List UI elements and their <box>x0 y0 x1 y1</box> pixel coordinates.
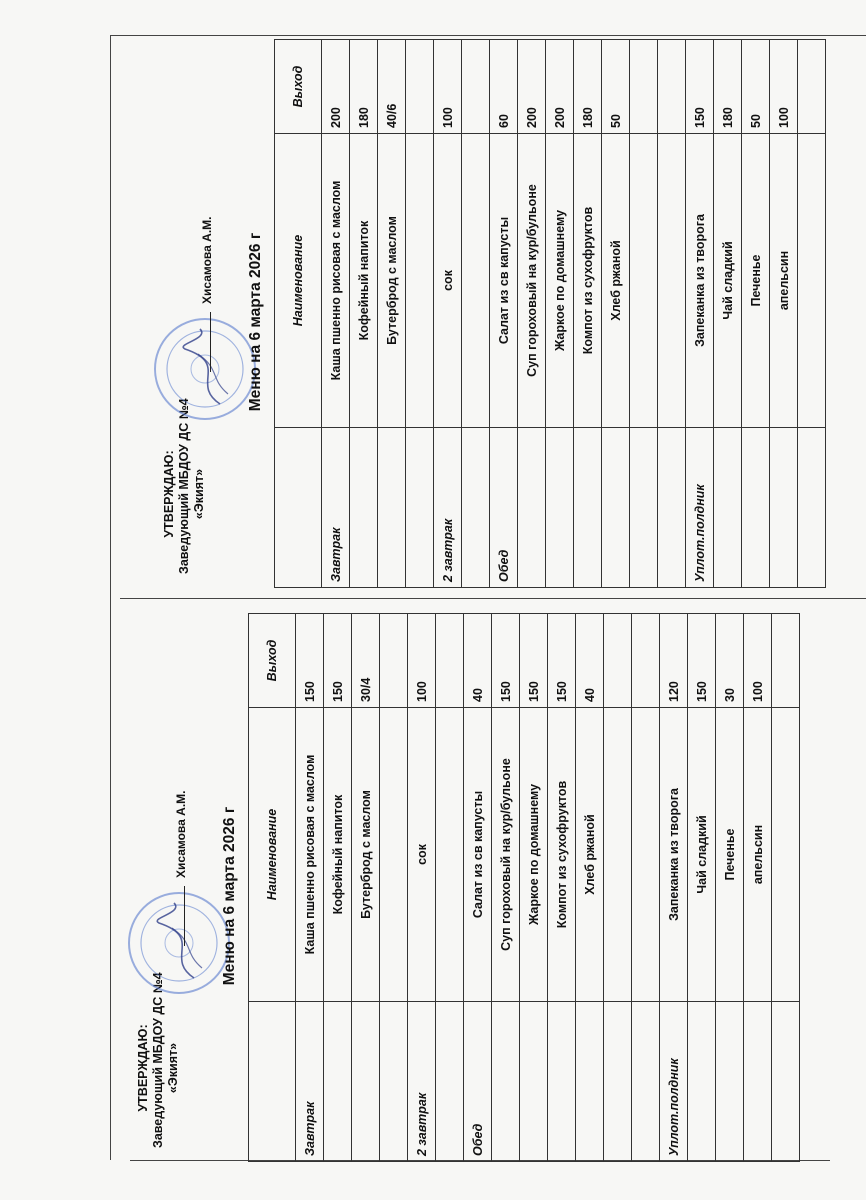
meal-cell <box>518 428 546 588</box>
stamp-seal-icon <box>124 888 234 998</box>
dish-cell: Чай сладкий <box>714 134 742 428</box>
meal-cell <box>324 1002 352 1162</box>
dish-cell: Жаркое по домашнему <box>546 134 574 428</box>
dish-cell: Печенье <box>716 708 744 1002</box>
meal-cell <box>406 428 434 588</box>
table-row <box>464 614 492 1162</box>
dish-cell: сок <box>434 134 462 428</box>
table-row <box>436 614 464 1162</box>
dish-cell: Запеканка из творога <box>686 134 714 428</box>
dish-cell <box>658 134 686 428</box>
meal-cell <box>548 1002 576 1162</box>
table-row <box>406 40 434 588</box>
approval-header <box>136 972 181 1148</box>
table-row <box>296 614 324 1162</box>
meal-cell <box>520 1002 548 1162</box>
output-cell: 150 <box>548 614 576 708</box>
meal-cell: Завтрак <box>296 1002 324 1162</box>
table-row <box>744 614 772 1162</box>
table-row <box>770 40 798 588</box>
menu-sheet-2 <box>152 32 852 592</box>
table-row <box>492 614 520 1162</box>
signature-line <box>210 312 211 372</box>
dish-cell <box>604 708 632 1002</box>
dish-cell: Кофейный напиток <box>350 134 378 428</box>
dish-cell <box>630 134 658 428</box>
table-row <box>688 614 716 1162</box>
output-cell <box>406 40 434 134</box>
output-cell <box>630 40 658 134</box>
dish-cell <box>798 134 826 428</box>
table-row <box>324 614 352 1162</box>
table-row <box>686 40 714 588</box>
menu-table <box>248 613 800 1162</box>
column-header-meal <box>249 1002 296 1162</box>
table-row <box>462 40 490 588</box>
table-row <box>490 40 518 588</box>
meal-cell <box>658 428 686 588</box>
dish-cell: Компот из сухофруктов <box>548 708 576 1002</box>
dish-cell: Хлеб ржаной <box>602 134 630 428</box>
meal-cell: 2 завтрак <box>434 428 462 588</box>
dish-cell <box>436 708 464 1002</box>
menu-rows <box>322 40 826 588</box>
output-cell: 40 <box>576 614 604 708</box>
output-cell <box>632 614 660 708</box>
dish-cell: Каша пшенно рисовая с маслом <box>296 708 324 1002</box>
meal-cell <box>604 1002 632 1162</box>
approval-label: УТВЕРЖДАЮ: <box>162 450 176 538</box>
dish-cell: Печенье <box>742 134 770 428</box>
table-row <box>658 40 686 588</box>
output-cell: 120 <box>660 614 688 708</box>
meal-cell <box>714 428 742 588</box>
dish-cell <box>632 708 660 1002</box>
dish-cell: Салат из св капусты <box>464 708 492 1002</box>
table-row <box>630 40 658 588</box>
dish-cell: Бутерброд с маслом <box>352 708 380 1002</box>
output-cell: 100 <box>744 614 772 708</box>
output-cell: 150 <box>520 614 548 708</box>
meal-cell <box>688 1002 716 1162</box>
meal-cell <box>380 1002 408 1162</box>
output-cell: 50 <box>602 40 630 134</box>
menu-sheet-1 <box>126 606 826 1166</box>
meal-cell <box>546 428 574 588</box>
menu-table <box>274 39 826 588</box>
meal-cell <box>772 1002 800 1162</box>
table-row <box>408 614 436 1162</box>
output-cell: 30 <box>716 614 744 708</box>
dish-cell: Жаркое по домашнему <box>520 708 548 1002</box>
dish-cell: Запеканка из творога <box>660 708 688 1002</box>
output-cell: 40/6 <box>378 40 406 134</box>
output-cell: 150 <box>324 614 352 708</box>
dish-cell <box>380 708 408 1002</box>
approval-org: «Экият» <box>166 1042 180 1094</box>
column-header-meal <box>275 428 322 588</box>
dish-cell: Компот из сухофруктов <box>574 134 602 428</box>
table-row <box>548 614 576 1162</box>
output-cell: 180 <box>350 40 378 134</box>
meal-cell: Завтрак <box>322 428 350 588</box>
meal-cell: 2 завтрак <box>408 1002 436 1162</box>
dish-cell: апельсин <box>744 708 772 1002</box>
meal-cell <box>632 1002 660 1162</box>
menu-rows <box>296 614 800 1162</box>
approval-header <box>162 398 207 574</box>
menu-title: Меню на 6 марта 2026 г <box>247 232 264 412</box>
table-row <box>322 40 350 588</box>
table-row <box>518 40 546 588</box>
dish-cell: Чай сладкий <box>688 708 716 1002</box>
dish-cell: Бутерброд с маслом <box>378 134 406 428</box>
output-cell: 50 <box>742 40 770 134</box>
table-row <box>716 614 744 1162</box>
column-header-output: Выход <box>275 40 322 134</box>
output-cell: 150 <box>686 40 714 134</box>
meal-cell <box>574 428 602 588</box>
table-row <box>574 40 602 588</box>
output-cell: 150 <box>492 614 520 708</box>
table-row <box>378 40 406 588</box>
meal-cell: Обед <box>464 1002 492 1162</box>
table-row <box>434 40 462 588</box>
output-cell: 180 <box>574 40 602 134</box>
output-cell: 60 <box>490 40 518 134</box>
meal-cell <box>436 1002 464 1162</box>
signature-line <box>184 886 185 946</box>
output-cell <box>604 614 632 708</box>
table-row <box>632 614 660 1162</box>
table-row <box>772 614 800 1162</box>
dish-cell: апельсин <box>770 134 798 428</box>
table-row <box>546 40 574 588</box>
meal-cell <box>602 428 630 588</box>
meal-cell: Уплот.полдник <box>686 428 714 588</box>
frame-left-line <box>110 35 111 1160</box>
dish-cell: Суп гороховый на кур/бульоне <box>492 708 520 1002</box>
meal-cell <box>630 428 658 588</box>
dish-cell: Кофейный напиток <box>324 708 352 1002</box>
stamp-seal-icon <box>150 314 260 424</box>
table-row <box>602 40 630 588</box>
dish-cell: Суп гороховый на кур/бульоне <box>518 134 546 428</box>
dish-cell: сок <box>408 708 436 1002</box>
output-cell: 200 <box>518 40 546 134</box>
approval-position: Заведующий МБДОУ ДС №4 <box>177 398 191 574</box>
meal-cell <box>492 1002 520 1162</box>
dish-cell <box>772 708 800 1002</box>
output-cell: 100 <box>434 40 462 134</box>
meal-cell <box>352 1002 380 1162</box>
meal-cell: Обед <box>490 428 518 588</box>
dish-cell <box>462 134 490 428</box>
table-row <box>660 614 688 1162</box>
output-cell <box>380 614 408 708</box>
table-row <box>520 614 548 1162</box>
table-row <box>742 40 770 588</box>
meal-cell <box>742 428 770 588</box>
meal-cell <box>744 1002 772 1162</box>
fold-line <box>120 598 866 599</box>
output-cell <box>436 614 464 708</box>
table-row <box>798 40 826 588</box>
output-cell <box>798 40 826 134</box>
table-row <box>380 614 408 1162</box>
table-row <box>604 614 632 1162</box>
table-row <box>714 40 742 588</box>
dish-cell <box>406 134 434 428</box>
output-cell <box>658 40 686 134</box>
output-cell: 200 <box>546 40 574 134</box>
output-cell <box>462 40 490 134</box>
output-cell: 200 <box>322 40 350 134</box>
table-row <box>350 40 378 588</box>
meal-cell <box>798 428 826 588</box>
meal-cell <box>576 1002 604 1162</box>
meal-cell <box>462 428 490 588</box>
column-header-name: Наименование <box>249 708 296 1002</box>
output-cell <box>772 614 800 708</box>
menu-title: Меню на 6 марта 2026 г <box>221 806 238 986</box>
meal-cell <box>716 1002 744 1162</box>
dish-cell: Каша пшенно рисовая с маслом <box>322 134 350 428</box>
dish-cell: Салат из св капусты <box>490 134 518 428</box>
meal-cell <box>378 428 406 588</box>
meal-cell: Уплот.полдник <box>660 1002 688 1162</box>
output-cell: 180 <box>714 40 742 134</box>
dish-cell: Хлеб ржаной <box>576 708 604 1002</box>
output-cell: 30/4 <box>352 614 380 708</box>
approval-label: УТВЕРЖДАЮ: <box>136 1024 150 1112</box>
table-header-row <box>275 40 322 588</box>
output-cell: 150 <box>296 614 324 708</box>
output-cell: 100 <box>770 40 798 134</box>
column-header-output: Выход <box>249 614 296 708</box>
approval-position: Заведующий МБДОУ ДС №4 <box>151 972 165 1148</box>
output-cell: 40 <box>464 614 492 708</box>
signer-name: Хисамова А.М. <box>200 216 214 304</box>
approval-org: «Экият» <box>192 468 206 520</box>
output-cell: 100 <box>408 614 436 708</box>
output-cell: 150 <box>688 614 716 708</box>
signer-name: Хисамова А.М. <box>174 790 188 878</box>
column-header-name: Наименование <box>275 134 322 428</box>
table-row <box>576 614 604 1162</box>
table-row <box>352 614 380 1162</box>
meal-cell <box>770 428 798 588</box>
meal-cell <box>350 428 378 588</box>
table-header-row <box>249 614 296 1162</box>
